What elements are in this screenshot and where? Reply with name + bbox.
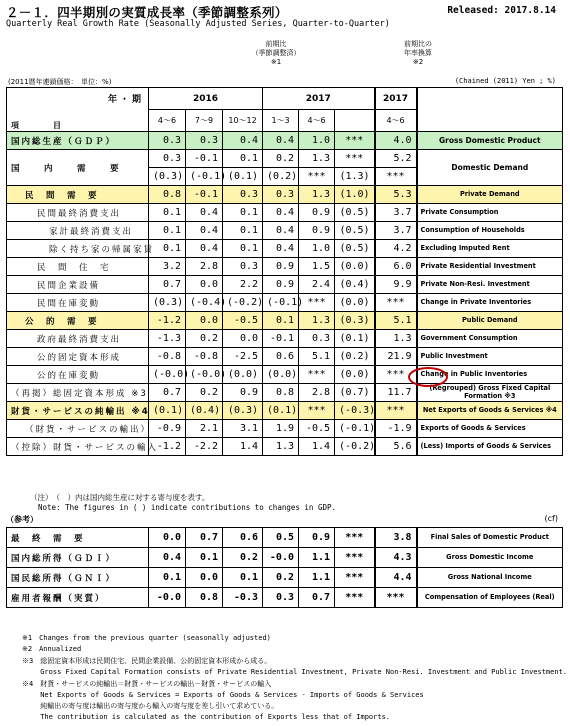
value-cell: 0.4 [186, 222, 223, 240]
reference-value-cell: -0.0 [149, 588, 186, 608]
footnote-line: ※2 Annualized [22, 645, 82, 653]
reference-annualized-cell: 4.4 [375, 568, 417, 588]
value-cell: 0.1 [223, 204, 263, 222]
reference-annualized-cell: *** [375, 588, 417, 608]
header-quarter: 1～3 [263, 110, 299, 132]
header-note-annualized-line2: 年率換算 [404, 49, 432, 57]
row-english-label: Consumption of Households [417, 222, 563, 240]
value-cell: 5.1 [299, 348, 335, 366]
value-cell: *** [335, 132, 375, 150]
value-cell: 1.5 [299, 258, 335, 276]
value-cell: (0.2) [335, 348, 375, 366]
reference-row-english-label: Final Sales of Domestic Product [417, 528, 563, 548]
value-cell: (0.4) [335, 276, 375, 294]
row-english-label: Change in Private Inventories [417, 294, 563, 312]
row-label: （財貨・サービスの輸出） [7, 420, 149, 438]
header-note-qoq [236, 40, 316, 67]
value-cell: -0.5 [299, 420, 335, 438]
value-cell: (0.5) [335, 222, 375, 240]
header-quarter-blank [335, 110, 375, 132]
header-year-2016: 2016 [149, 88, 263, 110]
value-cell: 0.1 [149, 240, 186, 258]
value-cell: 1.4 [223, 438, 263, 456]
value-cell: (1.0) [335, 186, 375, 204]
value-cell: 0.4 [263, 132, 299, 150]
value-cell: 0.4 [263, 240, 299, 258]
row-english-label: Domestic Demand [417, 150, 563, 186]
reference-table [6, 527, 563, 608]
row-label: 民 間 住 宅 [7, 258, 149, 276]
value-cell: (0.3) [223, 402, 263, 420]
value-cell: (0.1) [263, 402, 299, 420]
value-cell: (0.0) [335, 258, 375, 276]
unit-label-jp: (2011暦年連鎖価格： 単位：%) [8, 78, 112, 86]
row-label: 国 内 需 要 [7, 150, 149, 186]
value-cell: 0.3 [223, 186, 263, 204]
reference-row-english-label: Gross National Income [417, 568, 563, 588]
row-english-label: Exports of Goods & Services [417, 420, 563, 438]
table-row [7, 312, 563, 330]
footnote-line: Gross Fixed Capital Formation consists of Private Residential Investment, Private Non-Resi. Investment and Public Investment. [22, 668, 568, 676]
value-cell: 0.4 [263, 204, 299, 222]
row-english-label: Public Investment [417, 348, 563, 366]
value-cell: 3.1 [223, 420, 263, 438]
row-label: （再掲）総固定資本形成 ※3 [7, 384, 149, 402]
row-label: 民 間 需 要 [7, 186, 149, 204]
row-label: 民間最終消費支出 [7, 204, 149, 222]
value-cell: (-0.0) [149, 366, 186, 384]
value-cell: 2.8 [299, 384, 335, 402]
header-year-2017-annual: 2017 [375, 88, 417, 110]
value-cell: -2.2 [186, 438, 223, 456]
row-english-label: Gross Domestic Product [417, 132, 563, 150]
reference-annualized-cell: 3.8 [375, 528, 417, 548]
row-english-label: Private Consumption [417, 204, 563, 222]
annualized-cell: 11.7 [375, 384, 417, 402]
annualized-cell: 5.3 [375, 186, 417, 204]
value-cell: 0.9 [263, 276, 299, 294]
reference-value-cell: -0.3 [223, 588, 263, 608]
table-row [7, 132, 563, 150]
annualized-cell: 9.9 [375, 276, 417, 294]
reference-value-cell: 0.2 [223, 548, 263, 568]
value-cell: 2.8 [186, 258, 223, 276]
annualized-cell: 1.3 [375, 330, 417, 348]
row-label: 公的在庫変動 [7, 366, 149, 384]
header-quarter: 7～9 [186, 110, 223, 132]
annualized-cell: *** [375, 402, 417, 420]
reference-value-cell: 0.1 [223, 568, 263, 588]
row-english-label: (Less) Imports of Goods & Services [417, 438, 563, 456]
value-cell: (0.3) [149, 294, 186, 312]
value-cell: (1.3) [335, 168, 375, 186]
header-year-2017: 2017 [263, 88, 375, 110]
value-cell: 0.3 [186, 132, 223, 150]
annualized-cell: 3.7 [375, 204, 417, 222]
annualized-cell: 5.6 [375, 438, 417, 456]
table-row [7, 384, 563, 402]
row-label: 公的固定資本形成 [7, 348, 149, 366]
table-row [7, 420, 563, 438]
value-cell: 0.3 [299, 330, 335, 348]
footnote-line: 純輸出の寄与度は輸出の寄与度から輸入の寄与度を差し引いて求めている。 [22, 702, 279, 710]
reference-value-cell: 0.7 [186, 528, 223, 548]
annualized-cell: 6.0 [375, 258, 417, 276]
value-cell: (0.0) [223, 366, 263, 384]
table-row [7, 204, 563, 222]
reference-value-cell: 0.1 [186, 548, 223, 568]
row-label: 政府最終消費支出 [7, 330, 149, 348]
value-cell: 1.4 [299, 438, 335, 456]
highlight-circle [408, 367, 448, 387]
value-cell: -1.3 [149, 330, 186, 348]
reference-value-cell: 1.1 [299, 548, 335, 568]
value-cell: 0.0 [223, 330, 263, 348]
footnote-line: ※4 財貨・サービスの純輸出＝財貨・サービスの輸出－財貨・サービスの輸入 [22, 680, 272, 688]
table-row [7, 294, 563, 312]
row-english-label: (Regrouped) Gross Fixed Capital Formation ※3 [417, 384, 563, 402]
value-cell: 0.1 [223, 240, 263, 258]
reference-value-cell: 0.7 [299, 588, 335, 608]
annualized-cell: 4.0 [375, 132, 417, 150]
value-cell: 1.3 [263, 438, 299, 456]
value-cell: 0.0 [186, 276, 223, 294]
row-english-label: Change in Public Inventories [417, 366, 563, 384]
row-label: 財貨・サービスの純輸出 ※4 [7, 402, 149, 420]
value-cell: 0.1 [223, 222, 263, 240]
table-row [7, 222, 563, 240]
row-label: （控除）財貨・サービスの輸入 [7, 438, 149, 456]
value-cell: 2.1 [186, 420, 223, 438]
header-period: 年・期 [7, 88, 149, 110]
reference-row-english-label: Gross Domestic Income [417, 548, 563, 568]
reference-cf: (cf) [544, 514, 558, 523]
value-cell: *** [299, 294, 335, 312]
header-item: 項 目 [7, 110, 149, 132]
value-cell: 0.1 [149, 204, 186, 222]
value-cell: *** [335, 150, 375, 168]
header-english-blank [417, 88, 563, 132]
value-cell: (-0.0) [186, 366, 223, 384]
reference-row-label: 雇用者報酬（実質） [7, 588, 149, 608]
row-english-label: Private Non-Resi. Investment [417, 276, 563, 294]
table-row [7, 186, 563, 204]
value-cell: (0.4) [186, 402, 223, 420]
value-cell: 2.4 [299, 276, 335, 294]
reference-value-cell: 0.0 [186, 568, 223, 588]
reference-row [7, 588, 563, 608]
row-english-label: Net Exports of Goods & Services ※4 [417, 402, 563, 420]
annualized-cell: *** [375, 168, 417, 186]
value-cell: 0.6 [263, 348, 299, 366]
value-cell: *** [299, 366, 335, 384]
table-row [7, 150, 563, 168]
value-cell: 0.3 [263, 186, 299, 204]
value-cell: (0.1) [223, 168, 263, 186]
reference-value-cell: 0.0 [149, 528, 186, 548]
value-cell: 0.1 [263, 312, 299, 330]
value-cell: (-0.3) [335, 402, 375, 420]
value-cell: (-0.1) [263, 294, 299, 312]
note-jp: （注） （ ）内は国内総生産に対する寄与度を表す。 [30, 493, 210, 502]
annualized-cell: 5.1 [375, 312, 417, 330]
value-cell: 3.2 [149, 258, 186, 276]
page-subtitle: Quarterly Real Growth Rate (Seasonally Adjusted Series, Quarter-to-Quarter) [6, 19, 390, 29]
row-label: 民間企業設備 [7, 276, 149, 294]
table-row [7, 438, 563, 456]
header-note-qoq-line3: ※1 [270, 58, 282, 66]
value-cell: (0.1) [149, 402, 186, 420]
value-cell: 0.3 [149, 150, 186, 168]
value-cell: 1.3 [299, 186, 335, 204]
reference-value-cell: *** [335, 588, 375, 608]
table-row [7, 276, 563, 294]
footnote-line: ※3 総固定資本形成は民間住宅、民間企業設備、公的固定資本形成から成る。 [22, 657, 272, 665]
value-cell: (0.1) [335, 330, 375, 348]
value-cell: (0.5) [335, 204, 375, 222]
value-cell: 0.7 [149, 384, 186, 402]
value-cell: 1.9 [263, 420, 299, 438]
value-cell: (-0.1) [335, 420, 375, 438]
value-cell: -1.2 [149, 312, 186, 330]
header-quarter: 4～6 [299, 110, 335, 132]
header-note-qoq-line1: 前期比 [265, 40, 287, 48]
value-cell: 0.2 [186, 330, 223, 348]
value-cell: 2.2 [223, 276, 263, 294]
value-cell: *** [299, 402, 335, 420]
value-cell: 0.4 [186, 204, 223, 222]
release-date: Released: 2017.8.14 [447, 5, 556, 16]
value-cell: (0.0) [335, 366, 375, 384]
value-cell: (0.5) [335, 240, 375, 258]
value-cell: 0.8 [263, 384, 299, 402]
table-row [7, 348, 563, 366]
annualized-cell: -1.9 [375, 420, 417, 438]
reference-value-cell: *** [335, 528, 375, 548]
unit-label-en: (Chained (2011) Yen ; %) [454, 77, 556, 85]
reference-value-cell: *** [335, 568, 375, 588]
value-cell: 0.8 [149, 186, 186, 204]
value-cell: -0.5 [223, 312, 263, 330]
header-quarter: 10～12 [223, 110, 263, 132]
value-cell: (0.2) [263, 168, 299, 186]
reference-row [7, 568, 563, 588]
value-cell: 1.3 [299, 312, 335, 330]
value-cell: 0.4 [263, 222, 299, 240]
row-english-label: Public Demand [417, 312, 563, 330]
reference-value-cell: -0.0 [263, 548, 299, 568]
reference-value-cell: 0.5 [263, 528, 299, 548]
header-note-annualized-line3: ※2 [412, 58, 424, 66]
value-cell: 0.9 [299, 204, 335, 222]
annualized-cell: *** [375, 294, 417, 312]
header-note-annualized-line1: 前期比の [404, 40, 432, 48]
growth-rate-table [6, 87, 563, 456]
table-row [7, 402, 563, 420]
footnote-line: Net Exports of Goods & Services = Exports of Goods & Services - Imports of Goods & Services [22, 691, 424, 699]
reference-annualized-cell: 4.3 [375, 548, 417, 568]
value-cell: -0.8 [149, 348, 186, 366]
reference-row-label: 国民総所得（ＧＮＩ） [7, 568, 149, 588]
reference-row [7, 548, 563, 568]
value-cell: (0.3) [149, 168, 186, 186]
table-row [7, 258, 563, 276]
annualized-cell: 21.9 [375, 348, 417, 366]
reference-label: （参考） [6, 515, 38, 524]
row-label: 民間在庫変動 [7, 294, 149, 312]
reference-value-cell: 0.6 [223, 528, 263, 548]
value-cell: 1.0 [299, 132, 335, 150]
value-cell: 0.4 [186, 240, 223, 258]
reference-value-cell: 0.2 [263, 568, 299, 588]
header-quarter: 4～6 [149, 110, 186, 132]
reference-value-cell: 0.8 [186, 588, 223, 608]
value-cell: *** [299, 168, 335, 186]
value-cell: (0.3) [335, 312, 375, 330]
value-cell: 1.3 [299, 150, 335, 168]
header-note-qoq-line2: （季節調整済） [251, 49, 301, 57]
page-title: ２－１．四半期別の実質成長率（季節調整系列） [6, 5, 288, 20]
reference-value-cell: 0.1 [149, 568, 186, 588]
value-cell: -2.5 [223, 348, 263, 366]
footnote-line: ※1 Changes from the previous quarter (seasonally adjusted) [22, 634, 271, 642]
reference-value-cell: 1.1 [299, 568, 335, 588]
value-cell: (0.0) [335, 294, 375, 312]
reference-row-label: 国内総所得（ＧＤＩ） [7, 548, 149, 568]
row-label: 家計最終消費支出 [7, 222, 149, 240]
row-label: 国内総生産（ＧＤＰ） [7, 132, 149, 150]
value-cell: 0.2 [263, 150, 299, 168]
value-cell: (-0.4) [186, 294, 223, 312]
value-cell: -0.9 [149, 420, 186, 438]
value-cell: 0.3 [223, 258, 263, 276]
row-english-label: Excluding Imputed Rent [417, 240, 563, 258]
table-row [7, 366, 563, 384]
note-en: Note: The figures in ( ) indicate contributions to changes in GDP. [38, 503, 337, 512]
annualized-cell: 3.7 [375, 222, 417, 240]
value-cell: 0.3 [149, 132, 186, 150]
table-row [7, 240, 563, 258]
value-cell: -0.8 [186, 348, 223, 366]
annualized-cell: 5.2 [375, 150, 417, 168]
value-cell: -0.1 [263, 330, 299, 348]
reference-value-cell: 0.4 [149, 548, 186, 568]
value-cell: 0.1 [149, 222, 186, 240]
value-cell: (-0.2) [223, 294, 263, 312]
row-english-label: Private Residential Investment [417, 258, 563, 276]
row-english-label: Private Demand [417, 186, 563, 204]
reference-row-label: 最 終 需 要 [7, 528, 149, 548]
header-quarter-annual: 4～6 [375, 110, 417, 132]
table-row [7, 330, 563, 348]
value-cell: 0.1 [223, 150, 263, 168]
reference-value-cell: 0.3 [263, 588, 299, 608]
annualized-cell: *** [375, 366, 417, 384]
annualized-cell: 4.2 [375, 240, 417, 258]
reference-value-cell: 0.9 [299, 528, 335, 548]
value-cell: 1.0 [299, 240, 335, 258]
row-label: 除く持ち家の帰属家賃 [7, 240, 149, 258]
value-cell: -0.1 [186, 186, 223, 204]
header-note-annualized [392, 40, 444, 67]
reference-value-cell: *** [335, 548, 375, 568]
value-cell: -0.1 [186, 150, 223, 168]
value-cell: 0.7 [149, 276, 186, 294]
value-cell: (0.7) [335, 384, 375, 402]
value-cell: (0.0) [263, 366, 299, 384]
value-cell: -1.2 [149, 438, 186, 456]
footnote-line: The contribution is calculated as the contribution of Exports less that of Imports. [22, 713, 391, 721]
value-cell: (-0.1) [186, 168, 223, 186]
value-cell: 0.9 [299, 222, 335, 240]
row-label: 公 的 需 要 [7, 312, 149, 330]
value-cell: (-0.2) [335, 438, 375, 456]
reference-row [7, 528, 563, 548]
value-cell: 0.9 [223, 384, 263, 402]
value-cell: 0.4 [223, 132, 263, 150]
value-cell: 0.9 [263, 258, 299, 276]
value-cell: 0.0 [186, 312, 223, 330]
value-cell: 0.2 [186, 384, 223, 402]
row-english-label: Government Consumption [417, 330, 563, 348]
reference-row-english-label: Compensation of Employees (Real) [417, 588, 563, 608]
